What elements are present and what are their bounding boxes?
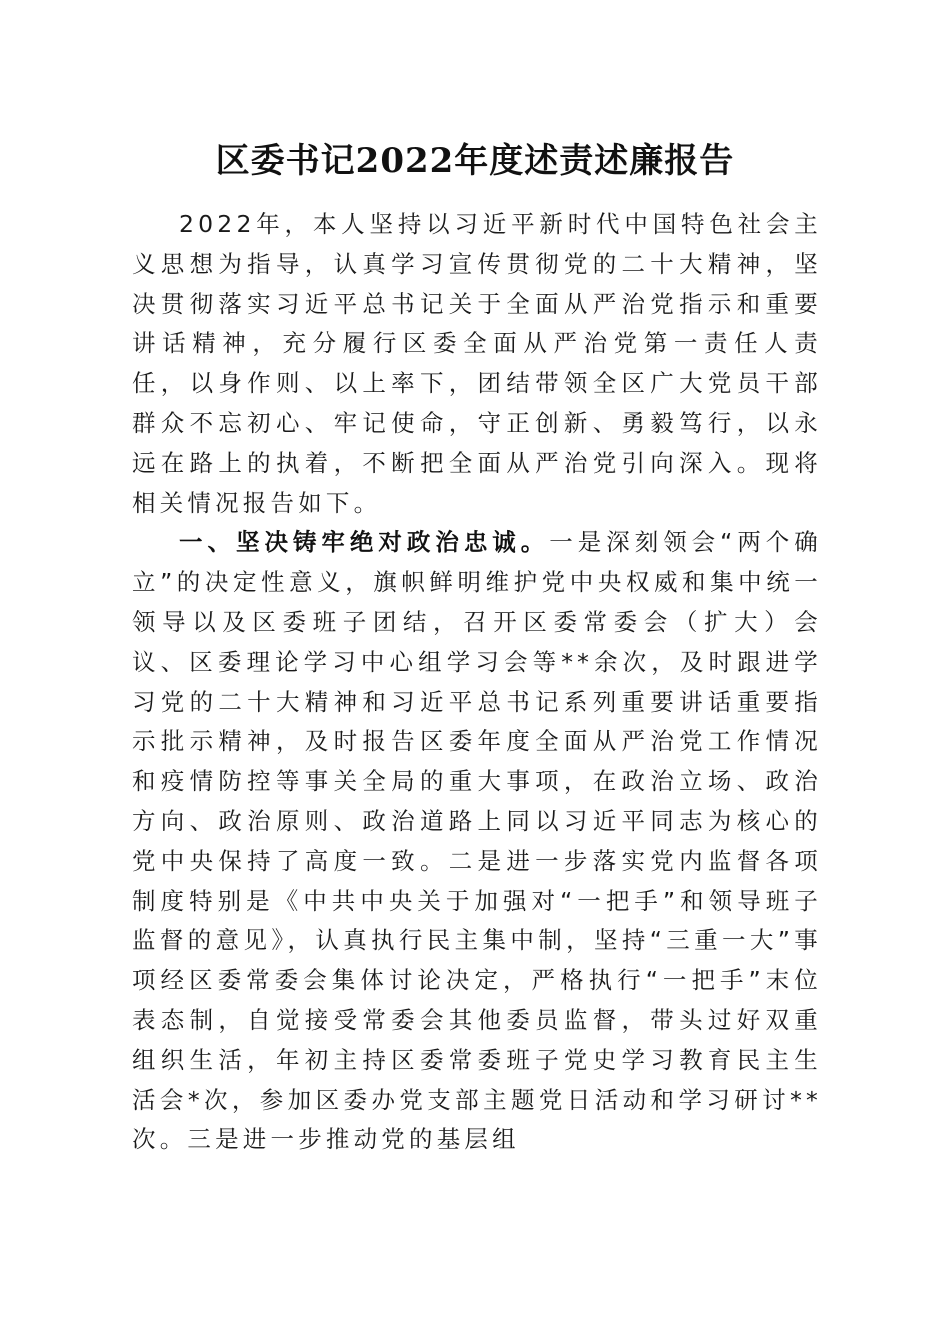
page-title: 区委书记2022年度述责述廉报告 xyxy=(215,141,735,181)
intro-paragraph: 2022年，本人坚持以习近平新时代中国特色社会主义思想为指导，认真学习宣传贯彻党的二十大精神，坚决贯彻落实习近平总书记关于全面从严治党指示和重要讲话精神，充分履行区委全面从严治党第一责任人责任，以身作则、以上率下，团结带领全区广大党员干部群众不忘初心、牢记使命，守正创新、勇毅笃行，以永远在路上的执着，不断把全面从严治党引向深入。现将相关情况报告如下。 xyxy=(132,210,822,517)
document-body xyxy=(132,205,822,1160)
section-1-paragraph xyxy=(132,523,822,1160)
section-1-body: 一是深刻领会“两个确立”的决定性意义，旗帜鲜明维护党中央权威和集中统一领导以及区委班子团结，召开区委常委会（扩大）会议、区委理论学习中心组学习会等**余次，及时跟进学习党的二十大精神和习近平总书记系列重要讲话重要指示批示精神，及时报告区委年度全面从严治党工作情况和疫情防控等事关全局的重大事项，在政治立场、政治方向、政治原则、政治道路上同以习近平同志为核心的党中央保持了高度一致。二是进一步落实党内监督各项制度特别是《中共中央关于加强对“一把手”和领导班子监督的意见》，认真执行民主集中制，坚持“三重一大”事项经区委常委会集体讨论决定，严格执行“一把手”末位表态制，自觉接受常委会其他委员监督，带头过好双重组织生活，年初主持区委常委班子党史学习教育民主生活会*次，参加区委办党支部主题党日活动和学习研讨**次。三是进一步推动党的基层组 xyxy=(132,528,822,1154)
section-1-heading: 一、坚决铸牢绝对政治忠诚。 xyxy=(179,528,550,557)
